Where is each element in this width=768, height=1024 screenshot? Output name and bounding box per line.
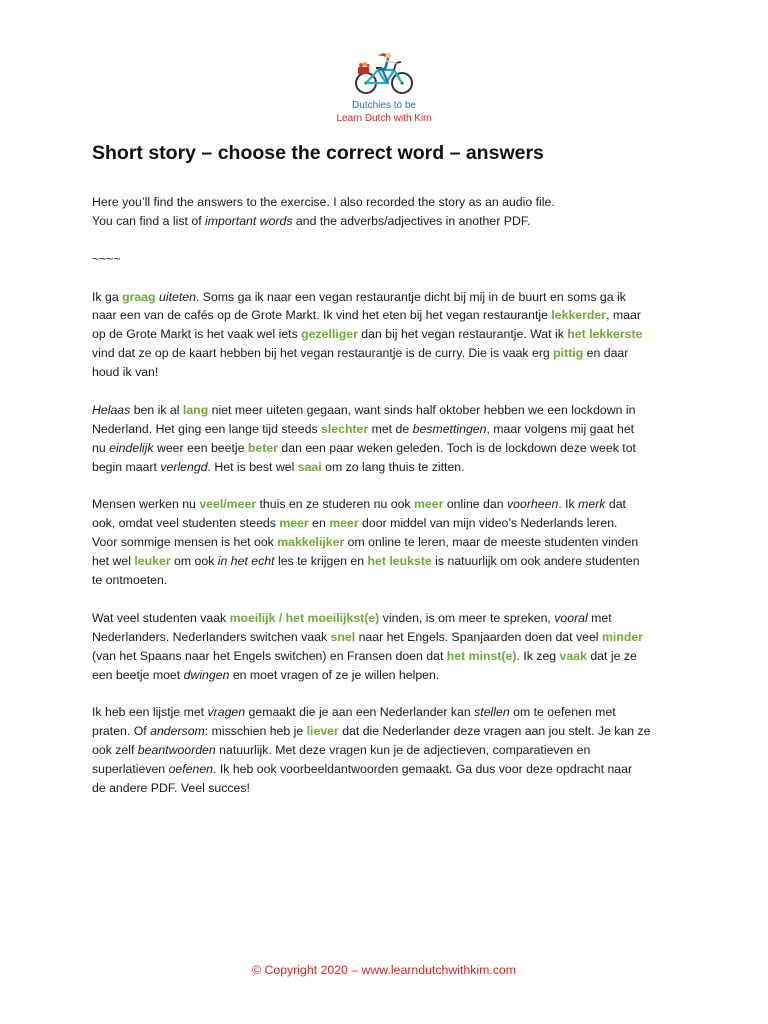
text-segment: begin maart [92, 459, 161, 474]
text-line [92, 628, 692, 647]
text-segment: om zo lang thuis te zitten. [321, 459, 465, 474]
answer-word: moeilijk / het moeilijkst(e) [229, 610, 380, 625]
text-segment: en daar [583, 346, 629, 361]
text-line [92, 760, 692, 779]
answer-word: vaak [559, 648, 587, 663]
text-line [92, 741, 692, 760]
text-line [92, 722, 692, 741]
text-line [92, 703, 692, 722]
emphasis: vooral [554, 610, 588, 625]
emphasis: vragen [207, 705, 246, 720]
text-segment: . Soms ga ik naar een vegan restaurantje dicht bij mij in de buurt en soms ga ik [195, 289, 626, 304]
text-segment: (van het Spaans naar het Engels switchen) en Fransen doen dat [92, 648, 447, 663]
emphasis: in het echt [217, 554, 275, 569]
story-paragraph [92, 401, 692, 477]
text-segment: Mensen werken nu [92, 497, 200, 512]
answer-word: het lekkerste [567, 327, 643, 342]
story-paragraph [92, 609, 692, 685]
bicycle-girl-icon [352, 50, 416, 96]
answer-word: lekkerder [551, 308, 607, 323]
answer-word: meer [414, 497, 444, 512]
text-segment: het wel [92, 554, 135, 569]
text-segment: . Ik zeg [516, 648, 560, 663]
answer-word: het leukste [367, 554, 432, 569]
logo [0, 50, 768, 124]
brand-tagline: Learn Dutch with Kim [336, 113, 432, 124]
text-segment: dat die Nederlander deze vragen aan jou stelt. Je kan ze [338, 724, 651, 739]
text-line [92, 325, 692, 344]
text-segment: : misschien heb je [204, 724, 307, 739]
text-segment: dan bij het vegan restaurantje. Wat ik [357, 327, 568, 342]
text-segment: om te oefenen met [509, 705, 616, 720]
text-segment: ook, omdat veel studenten steeds [92, 516, 280, 531]
answer-word: leuker [134, 554, 171, 569]
text-segment: naar het Engels. Spanjaarden doen dat veel [355, 629, 602, 644]
text-segment: Wat veel studenten vaak [92, 610, 230, 625]
answer-word: snel [330, 629, 356, 644]
answer-word: pittig [553, 346, 584, 361]
text-segment: met de [368, 421, 413, 436]
answer-word: veel/meer [199, 497, 257, 512]
text-line [92, 401, 692, 420]
answer-word: lang [182, 402, 209, 417]
answer-word: minder [601, 629, 643, 644]
text-segment: de andere PDF. Veel succes! [92, 781, 250, 795]
text-line [92, 571, 692, 590]
answer-word: het minst(e) [446, 648, 517, 663]
emphasis: important words [205, 213, 293, 228]
emphasis: uiteten [159, 289, 196, 304]
text-line [92, 363, 692, 382]
text-line [92, 514, 692, 533]
text-line [92, 609, 692, 628]
text-line [92, 495, 692, 514]
text-line [92, 439, 692, 458]
text-segment: een beetje moet [92, 667, 184, 682]
brand-name: Dutchies to be [352, 100, 416, 111]
text-line [92, 344, 692, 363]
emphasis: verlengd [160, 459, 208, 474]
text-segment: naar een van de cafés op de Grote Markt. Ik vind het eten bij het vegan restaurantje [92, 308, 552, 323]
text-line [92, 458, 692, 477]
text-segment: superlatieven [92, 762, 169, 777]
text-segment: vinden, is om meer te spreken, [379, 610, 555, 625]
text-segment: . Ik [558, 497, 579, 512]
text-segment: Ik heb een lijstje met [92, 705, 208, 720]
text-segment: dat je ze [586, 648, 637, 663]
story [92, 288, 692, 798]
story-paragraph [92, 495, 692, 590]
text-segment: Nederland. Het ging een lange tijd steeds [92, 421, 322, 436]
answer-word: graag [122, 289, 156, 304]
emphasis: Helaas [92, 402, 131, 417]
story-paragraph [92, 288, 692, 383]
text-segment: . Ik heb ook voorbeeldantwoorden gemaakt. Ga dus voor deze opdracht naar [213, 762, 633, 777]
text-segment: om ook [170, 554, 218, 569]
text-segment: dan een paar weken geleden. Toch is de lockdown deze week tot [277, 440, 636, 455]
text-segment: vind dat ze op de kaart hebben bij het vegan restaurantje is de curry. Die is vaak erg [92, 346, 554, 361]
text-segment: en moet vragen of ze je willen helpen. [229, 667, 440, 682]
intro-line-2: You can find a list of important words and the adverbs/adjectives in another PDF. [92, 213, 531, 228]
text-line [92, 779, 692, 798]
text-line [92, 647, 692, 666]
emphasis: stellen [474, 705, 510, 720]
text-segment: en [308, 516, 330, 531]
text-segment: gemaakt die je aan een Nederlander kan [245, 705, 475, 720]
answer-word: makkelijker [277, 535, 345, 550]
text-segment: te ontmoeten. [92, 573, 168, 588]
text-segment: houd ik van! [92, 365, 159, 380]
text-segment: praten. Of [92, 724, 151, 739]
text-segment: les te krijgen en [274, 554, 368, 569]
text-segment: met [587, 610, 612, 625]
text-segment: is natuurlijk om ook andere studenten [431, 554, 640, 569]
text-segment: weer een beetje [153, 440, 248, 455]
intro-paragraph [92, 193, 692, 231]
emphasis: besmettingen [412, 421, 487, 436]
emphasis: merk [578, 497, 606, 512]
text-segment: ben ik al [130, 402, 183, 417]
text-segment: natuurlijk. Met deze vragen kun je de adjectieven, comparatieven en [215, 743, 591, 758]
answer-word: slechter [321, 421, 369, 436]
text-segment: thuis en ze studeren nu ook [256, 497, 414, 512]
text-line [92, 533, 692, 552]
text-segment: niet meer uiteten gegaan, want sinds half oktober hebben we een lockdown in [208, 402, 636, 417]
emphasis: dwingen [183, 667, 230, 682]
answer-word: liever [306, 724, 339, 739]
document-body [92, 193, 692, 817]
text-line [92, 552, 692, 571]
intro-line-1: Here you’ll find the answers to the exercise. I also recorded the story as an audio file. [92, 195, 555, 209]
text-segment: , maar [606, 308, 641, 323]
text-segment: , maar volgens mij gaat het [486, 421, 635, 436]
story-paragraph [92, 703, 692, 798]
emphasis: eindelijk [109, 440, 154, 455]
text-segment: online dan [443, 497, 507, 512]
text-segment: door middel van mijn video’s Nederlands leren. [358, 516, 618, 531]
separator: ~~~~ [92, 251, 121, 266]
emphasis: oefenen [168, 762, 214, 777]
answer-word: beter [247, 440, 278, 455]
text-line [92, 288, 692, 307]
text-segment: . Het is best wel [207, 459, 298, 474]
text-segment: op de Grote Markt is het vaak wel iets [92, 327, 302, 342]
page-title: Short story – choose the correct word – answers [92, 142, 544, 164]
emphasis: beantwoorden [137, 743, 216, 758]
text-segment: Nederlanders. Nederlanders switchen vaak [92, 629, 331, 644]
text-segment: Ik ga [92, 289, 123, 304]
text-segment: nu [92, 440, 110, 455]
emphasis: voorheen [507, 497, 559, 512]
copyright-footer: © Copyright 2020 – www.learndutchwithkim.com [252, 963, 516, 977]
text-segment: ook zelf [92, 743, 138, 758]
text-segment: om online te leren, maar de meeste studenten vinden [344, 535, 639, 550]
text-segment: dat [605, 497, 626, 512]
text-line [92, 420, 692, 439]
answer-word: meer [329, 516, 359, 531]
answer-word: saai [297, 459, 322, 474]
text-line [92, 306, 692, 325]
text-line [92, 666, 692, 685]
answer-word: meer [279, 516, 309, 531]
answer-word: gezelliger [301, 327, 358, 342]
emphasis: andersom [150, 724, 205, 739]
text-segment: Voor sommige mensen is het ook [92, 535, 278, 550]
